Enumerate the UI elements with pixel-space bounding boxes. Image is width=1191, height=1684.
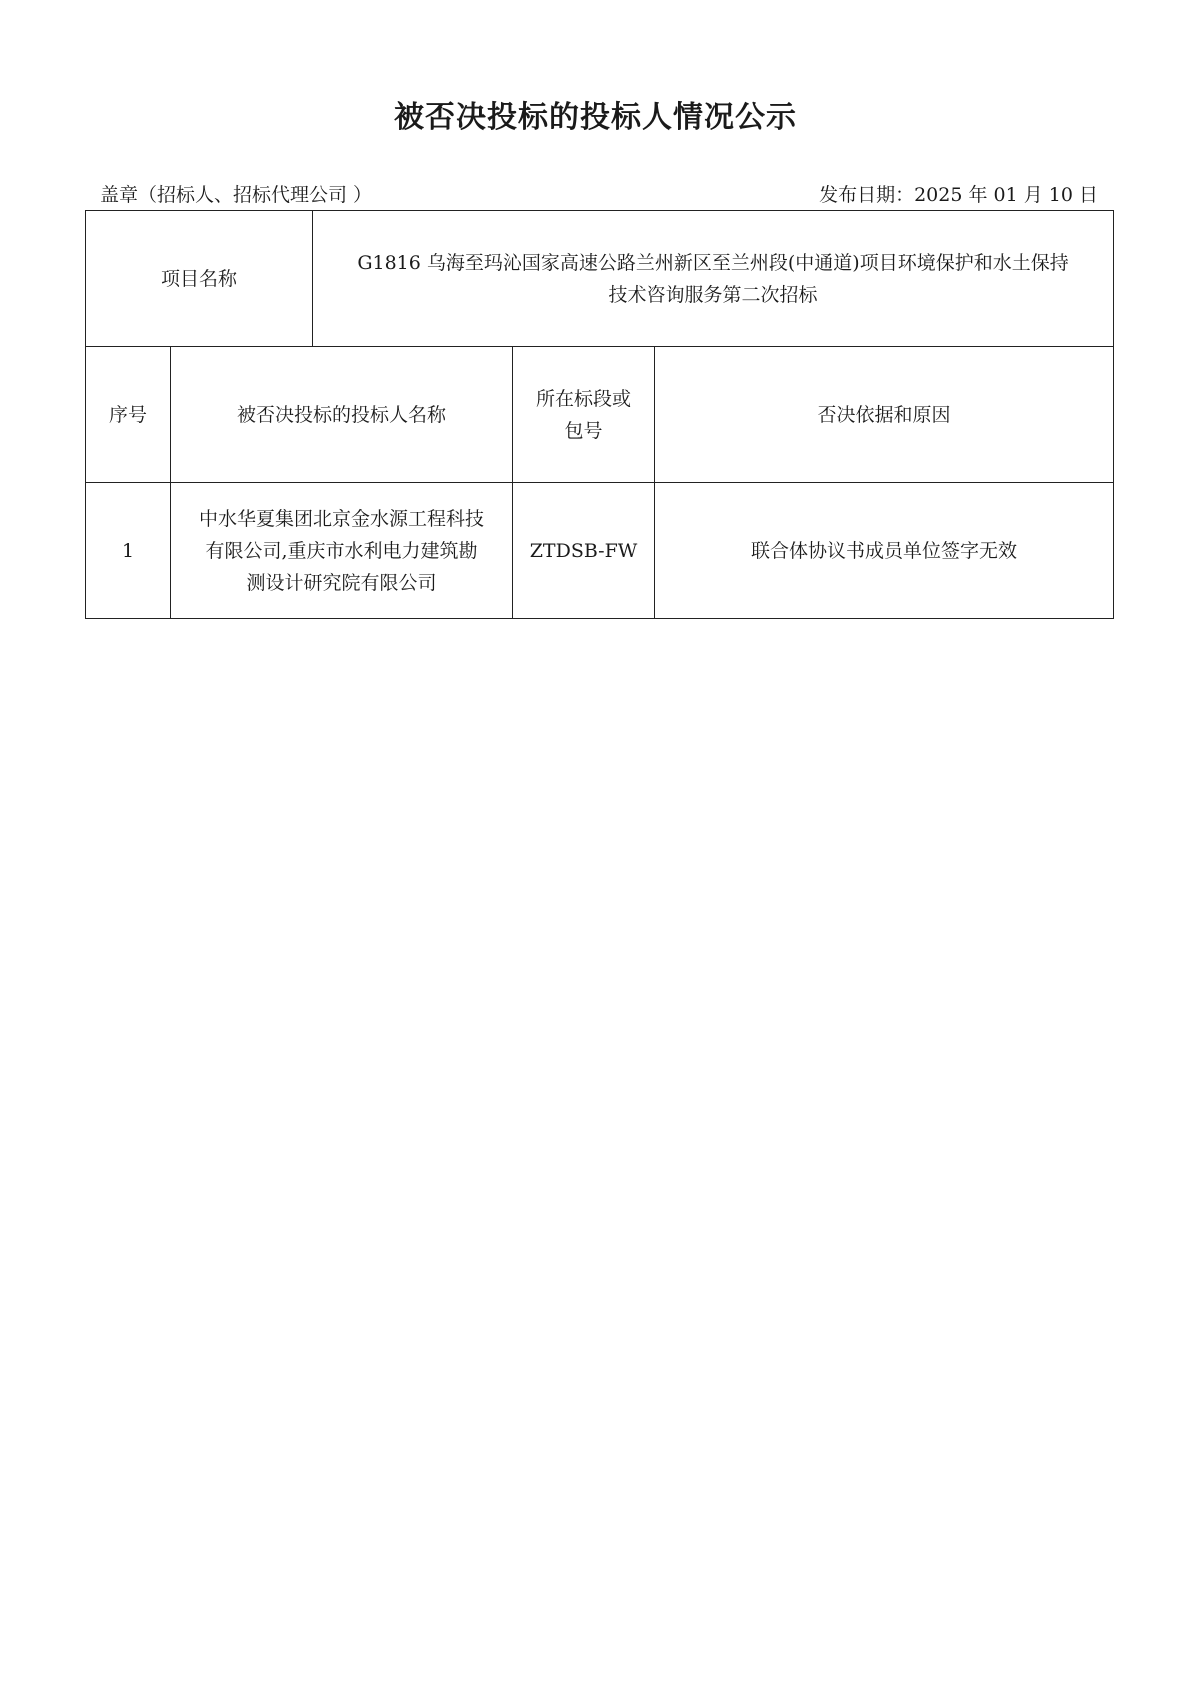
cell-seq [86,483,171,619]
header-bidder-text: 被否决投标的投标人名称 [237,403,447,426]
header-seq [86,347,171,483]
rejected-bidders-table [85,210,1114,619]
cell-bidder-line: 有限公司,重庆市水利电力建筑勘 [205,539,478,562]
cell-section-text: ZTDSB-FW [529,539,638,562]
project-name-cell [313,211,1114,347]
cell-bidder-line: 测设计研究院有限公司 [246,571,437,594]
meta-row [100,180,1098,210]
header-seq-text: 序号 [108,403,147,426]
project-name-line: G1816 乌海至玛沁国家高速公路兰州新区至兰州段(中通道)项目环境保护和水土保持 [357,251,1069,274]
header-section-text: 包号 [564,419,603,442]
publish-date: 发布日期：2025 年 01 月 10 日 [819,184,1098,206]
project-label-cell [86,211,313,347]
cell-reason [655,483,1114,619]
cell-bidder [171,483,513,619]
header-section-text: 所在标段或 [536,387,632,410]
header-reason [655,347,1114,483]
project-name-line: 技术咨询服务第二次招标 [608,283,818,306]
cell-seq-text: 1 [121,539,135,562]
table-row [86,483,1114,619]
stamp-label: 盖章（招标人、招标代理公司 ） [100,184,373,206]
project-row [86,211,1114,347]
cell-section [513,483,655,619]
cell-bidder-line: 中水华夏集团北京金水源工程科技 [199,507,485,530]
table-header-row [86,347,1114,483]
header-reason-text: 否决依据和原因 [817,403,951,426]
header-section [513,347,655,483]
project-label: 项目名称 [161,267,238,290]
header-bidder [171,347,513,483]
cell-reason-text: 联合体协议书成员单位签字无效 [751,539,1018,562]
page-title: 被否决投标的投标人情况公示 [394,100,797,135]
